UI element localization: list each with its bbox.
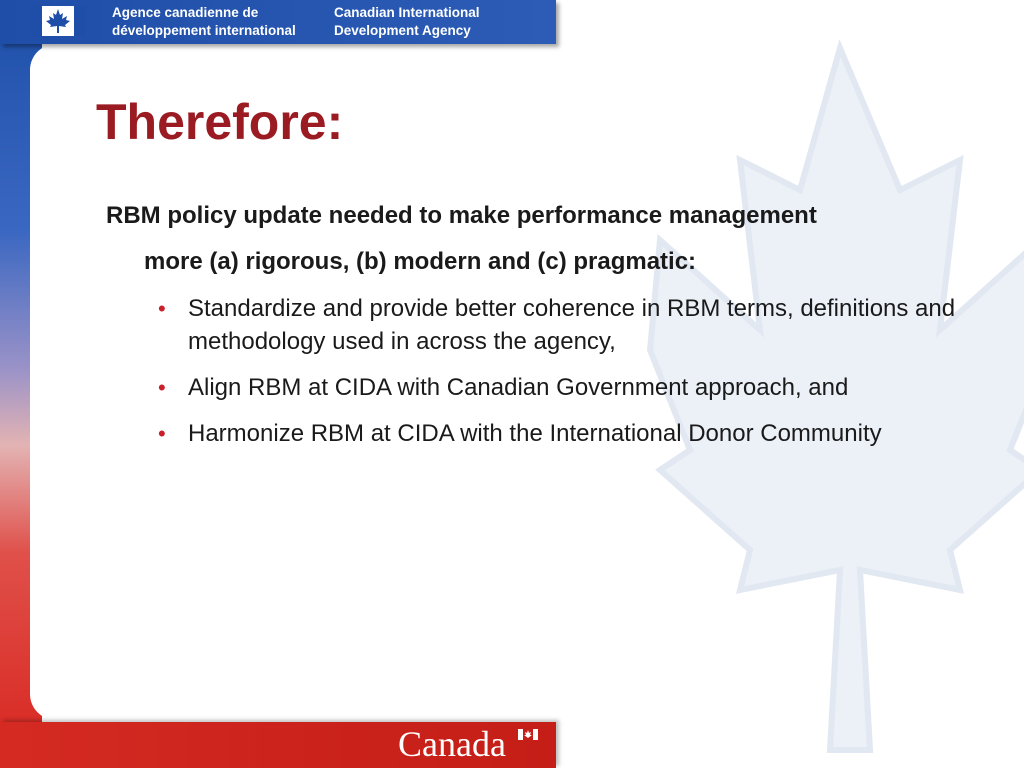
agency-name-french-line1: Agence canadienne de [112,5,259,20]
bullet-item [158,371,988,404]
wordmark-flag-icon [518,729,538,740]
bullet-list [158,292,988,463]
canada-wordmark: Canada [398,724,506,764]
agency-name-french [112,4,296,40]
intro-line-2: more (a) rigorous, (b) modern and (c) pragmatic: [144,248,697,275]
agency-name-english-line1: Canadian International [334,5,480,20]
bullet-dot: • [158,296,166,321]
canada-flag-icon [30,6,86,36]
bullet-dot: • [158,375,166,400]
intro-line-1: RBM policy update needed to make performance management [106,202,817,229]
bullet-item [158,417,988,450]
agency-name-english-line2: Development Agency [334,23,471,38]
slide-title: Therefore: [96,94,344,150]
bullet-text: Align RBM at CIDA with Canadian Government approach, and [188,374,849,401]
agency-name-english [334,4,480,40]
agency-name-french-line2: développement international [112,23,296,38]
bullet-text: Standardize and provide better coherence in RBM terms, definitions and methodology used in across the agency, [188,295,956,355]
bullet-text: Harmonize RBM at CIDA with the International Donor Community [188,420,882,447]
bullet-item [158,292,988,358]
agency-header-bar [0,0,556,44]
intro-paragraph [106,193,1006,285]
bullet-dot: • [158,421,166,446]
